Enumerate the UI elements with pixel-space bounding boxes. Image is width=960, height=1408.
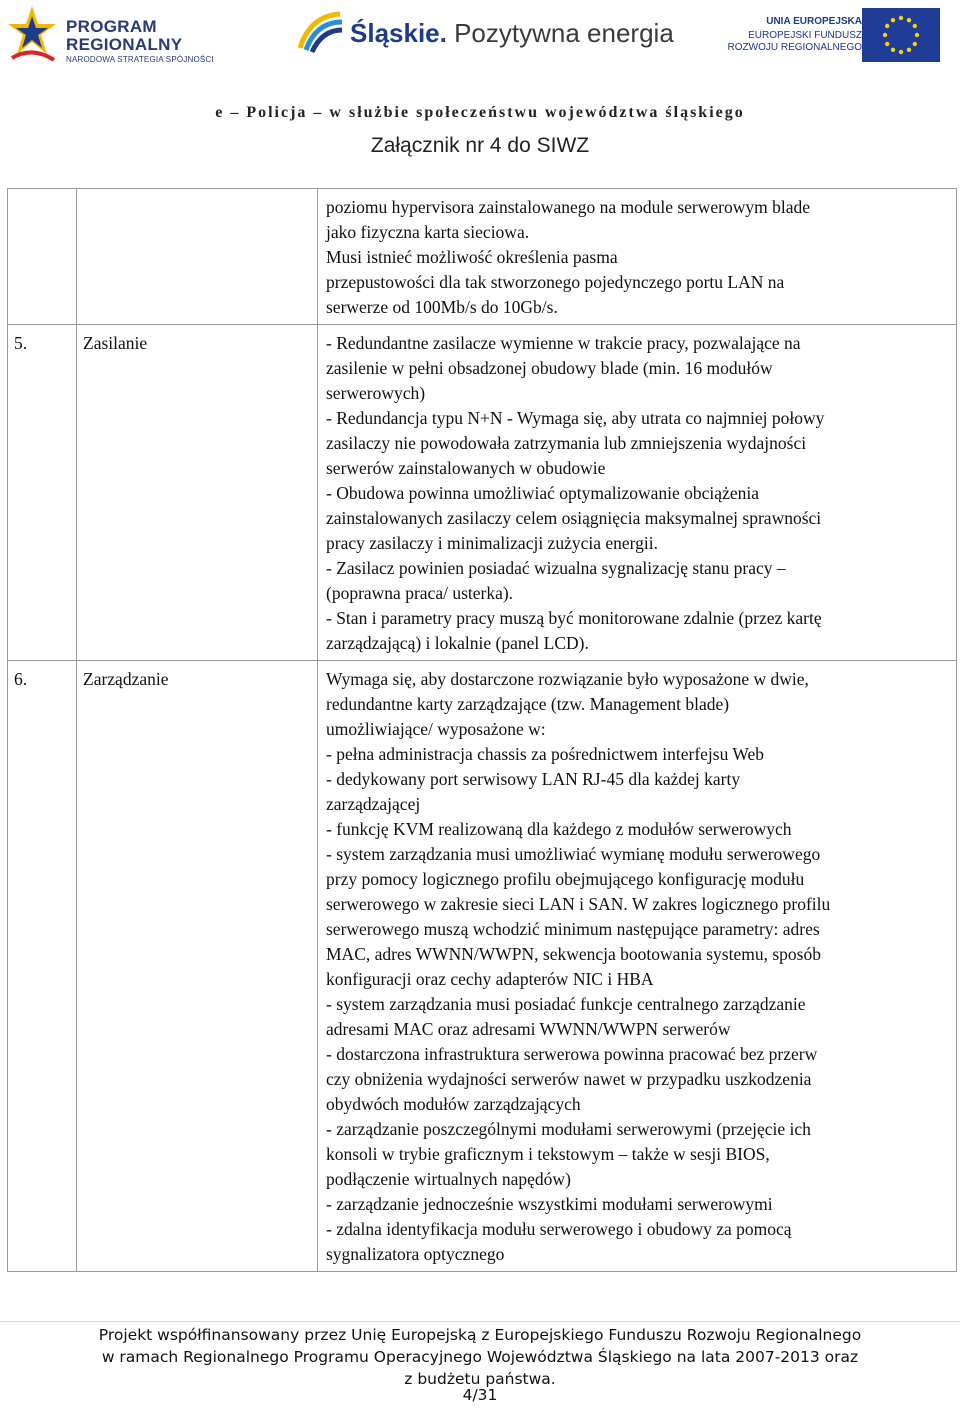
row-name: Zasilanie bbox=[83, 333, 148, 353]
spec-table-body bbox=[8, 189, 957, 1272]
description-line: konfiguracji oraz cechy adapterów NIC i HBA bbox=[326, 969, 654, 989]
description-line: - system zarządzania musi umożliwiać wymianę modułu serwerowego bbox=[326, 844, 821, 864]
description-line: serwerze od 100Mb/s do 10Gb/s. bbox=[326, 297, 558, 317]
brand-bold: Śląskie. bbox=[350, 18, 447, 48]
description-line: poziomu hypervisora zainstalowanego na module serwerowym blade bbox=[326, 197, 811, 217]
row-name-cell bbox=[77, 325, 318, 661]
description-line: - Redundantne zasilacze wymienne w trakcie pracy, pozwalające na bbox=[326, 333, 801, 353]
row-number-cell bbox=[8, 325, 77, 661]
footer bbox=[0, 1321, 960, 1390]
description-line: - funkcję KVM realizowaną dla każdego z modułów serwerowych bbox=[326, 819, 792, 839]
description-line: - Zasilacz powinien posiadać wizualna sygnalizację stanu pracy – bbox=[326, 558, 786, 578]
description-line: zarządzającej bbox=[326, 794, 421, 814]
annex-title: Załącznik nr 4 do SIWZ bbox=[370, 134, 590, 157]
description-line: - dostarczona infrastruktura serwerowa powinna pracować bez przerw bbox=[326, 1044, 818, 1064]
description-line: zasilenie w pełni obsadzonej obudowy blade (min. 16 modułów bbox=[326, 358, 773, 378]
description-line: jako fizyczna karta sieciowa. bbox=[326, 222, 530, 242]
description-line: serwerowego w zakresie sieci LAN i SAN. W zakres logicznego profilu bbox=[326, 894, 831, 914]
row-number: 6. bbox=[14, 669, 28, 689]
description-line: zainstalowanych zasilaczy celem osiągnięcia maksymalnej sprawności bbox=[326, 508, 822, 528]
row-number-cell bbox=[8, 189, 77, 325]
row-description-cell bbox=[318, 189, 957, 325]
star-emblem-icon bbox=[6, 2, 58, 68]
description-line: konsoli w trybie graficznym i tekstowym – także w sesji BIOS, bbox=[326, 1144, 770, 1164]
row-name: Zarządzanie bbox=[83, 669, 169, 689]
description-line: - system zarządzania musi posiadać funkcje centralnego zarządzanie bbox=[326, 994, 806, 1014]
slaskie-brand-text bbox=[350, 18, 674, 49]
table-row bbox=[8, 325, 957, 661]
row-number: 5. bbox=[14, 333, 28, 353]
description-line: - Obudowa powinna umożliwiać optymalizowanie obciążenia bbox=[326, 483, 759, 503]
description-line: pracy zasilaczy i minimalizacji zużycia energii. bbox=[326, 533, 659, 553]
eu-logo-line3: ROZWOJU REGIONALNEGO bbox=[727, 42, 862, 53]
row-number-cell bbox=[8, 661, 77, 1272]
description-line: MAC, adres WWNN/WWPN, sekwencja bootowania systemu, sposób bbox=[326, 944, 821, 964]
description-line: - zarządzanie poszczególnymi modułami serwerowymi (przejęcie ich bbox=[326, 1119, 811, 1139]
description-line: sygnalizatora optycznego bbox=[326, 1244, 505, 1264]
description-line: czy obniżenia wydajności serwerów nawet w przypadku uszkodzenia bbox=[326, 1069, 812, 1089]
row-name-cell bbox=[77, 189, 318, 325]
brand-rest: Pozytywna energia bbox=[454, 18, 674, 48]
logo-left-line3: NARODOWA STRATEGIA SPÓJNOŚCI bbox=[66, 55, 214, 64]
description-line: - pełna administracja chassis za pośrednictwem interfejsu Web bbox=[326, 744, 765, 764]
spec-table bbox=[7, 188, 957, 1272]
row-description-cell bbox=[318, 661, 957, 1272]
description-line: serwerowego muszą wchodzić minimum następujące parametry: adres bbox=[326, 919, 820, 939]
description-line: - zdalna identyfikacja modułu serwerowego i obudowy za pomocą bbox=[326, 1219, 792, 1239]
description-line: (poprawna praca/ usterka). bbox=[326, 583, 514, 603]
eu-flag-icon bbox=[862, 8, 940, 62]
header-logo-bar bbox=[0, 0, 960, 80]
row-name-cell bbox=[77, 661, 318, 1272]
eu-logo bbox=[716, 8, 946, 68]
table-row bbox=[8, 189, 957, 325]
description-line: serwerowych) bbox=[326, 383, 426, 403]
description-line: adresami MAC oraz adresami WWNN/WWPN serwerów bbox=[326, 1019, 731, 1039]
description-line: podłączenie wirtualnych napędów) bbox=[326, 1169, 571, 1189]
table-row bbox=[8, 661, 957, 1272]
description-line: - zarządzanie jednocześnie wszystkimi modułami serwerowymi bbox=[326, 1194, 773, 1214]
description-line: Wymaga się, aby dostarczone rozwiązanie było wyposażone w dwie, bbox=[326, 669, 809, 689]
description-line: redundantne karty zarządzające (tzw. Management blade) bbox=[326, 694, 730, 714]
footer-line3: z budżetu państwa. bbox=[404, 1370, 556, 1388]
description-line: obydwóch modułów zarządzających bbox=[326, 1094, 581, 1114]
slaskie-logo bbox=[296, 8, 676, 56]
description-line: przepustowości dla tak stworzonego pojedynczego portu LAN na bbox=[326, 272, 785, 292]
project-subtitle: e – Policja – w służbie społeczeństwu województwa śląskiego bbox=[215, 104, 745, 121]
logo-left-line2: REGIONALNY bbox=[66, 35, 183, 54]
page-number: 4/31 bbox=[462, 1386, 498, 1404]
eu-logo-line1: UNIA EUROPEJSKA bbox=[766, 16, 862, 27]
program-regionalny-logo bbox=[6, 2, 218, 68]
description-line: - Stan i parametry pracy muszą być monitorowane zdalnie (przez kartę bbox=[326, 608, 822, 628]
description-line: zarządzającą) i lokalnie (panel LCD). bbox=[326, 633, 589, 653]
description-line: zasilaczy nie powodowała zatrzymania lub zmniejszenia wydajności bbox=[326, 433, 807, 453]
description-line: Musi istnieć możliwość określenia pasma bbox=[326, 247, 618, 267]
description-line: umożliwiające/ wyposażone w: bbox=[326, 719, 546, 739]
slaskie-swoosh-icon bbox=[296, 10, 344, 54]
description-line: przy pomocy logicznego profilu obejmującego konfigurację modułu bbox=[326, 869, 805, 889]
logo-left-line1: PROGRAM bbox=[66, 17, 157, 36]
description-line: - Redundancja typu N+N - Wymaga się, aby utrata co najmniej połowy bbox=[326, 408, 825, 428]
row-description-cell bbox=[318, 325, 957, 661]
description-line: serwerów zainstalowanych w obudowie bbox=[326, 458, 606, 478]
footer-line1: Projekt współfinansowany przez Unię Europejską z Europejskiego Funduszu Rozwoju Regionalnego bbox=[98, 1326, 862, 1344]
footer-line2: w ramach Regionalnego Programu Operacyjnego Województwa Śląskiego na lata 2007-2013 oraz bbox=[101, 1348, 859, 1366]
description-line: - dedykowany port serwisowy LAN RJ-45 dla każdej karty bbox=[326, 769, 741, 789]
eu-logo-line2: EUROPEJSKI FUNDUSZ bbox=[748, 30, 862, 41]
